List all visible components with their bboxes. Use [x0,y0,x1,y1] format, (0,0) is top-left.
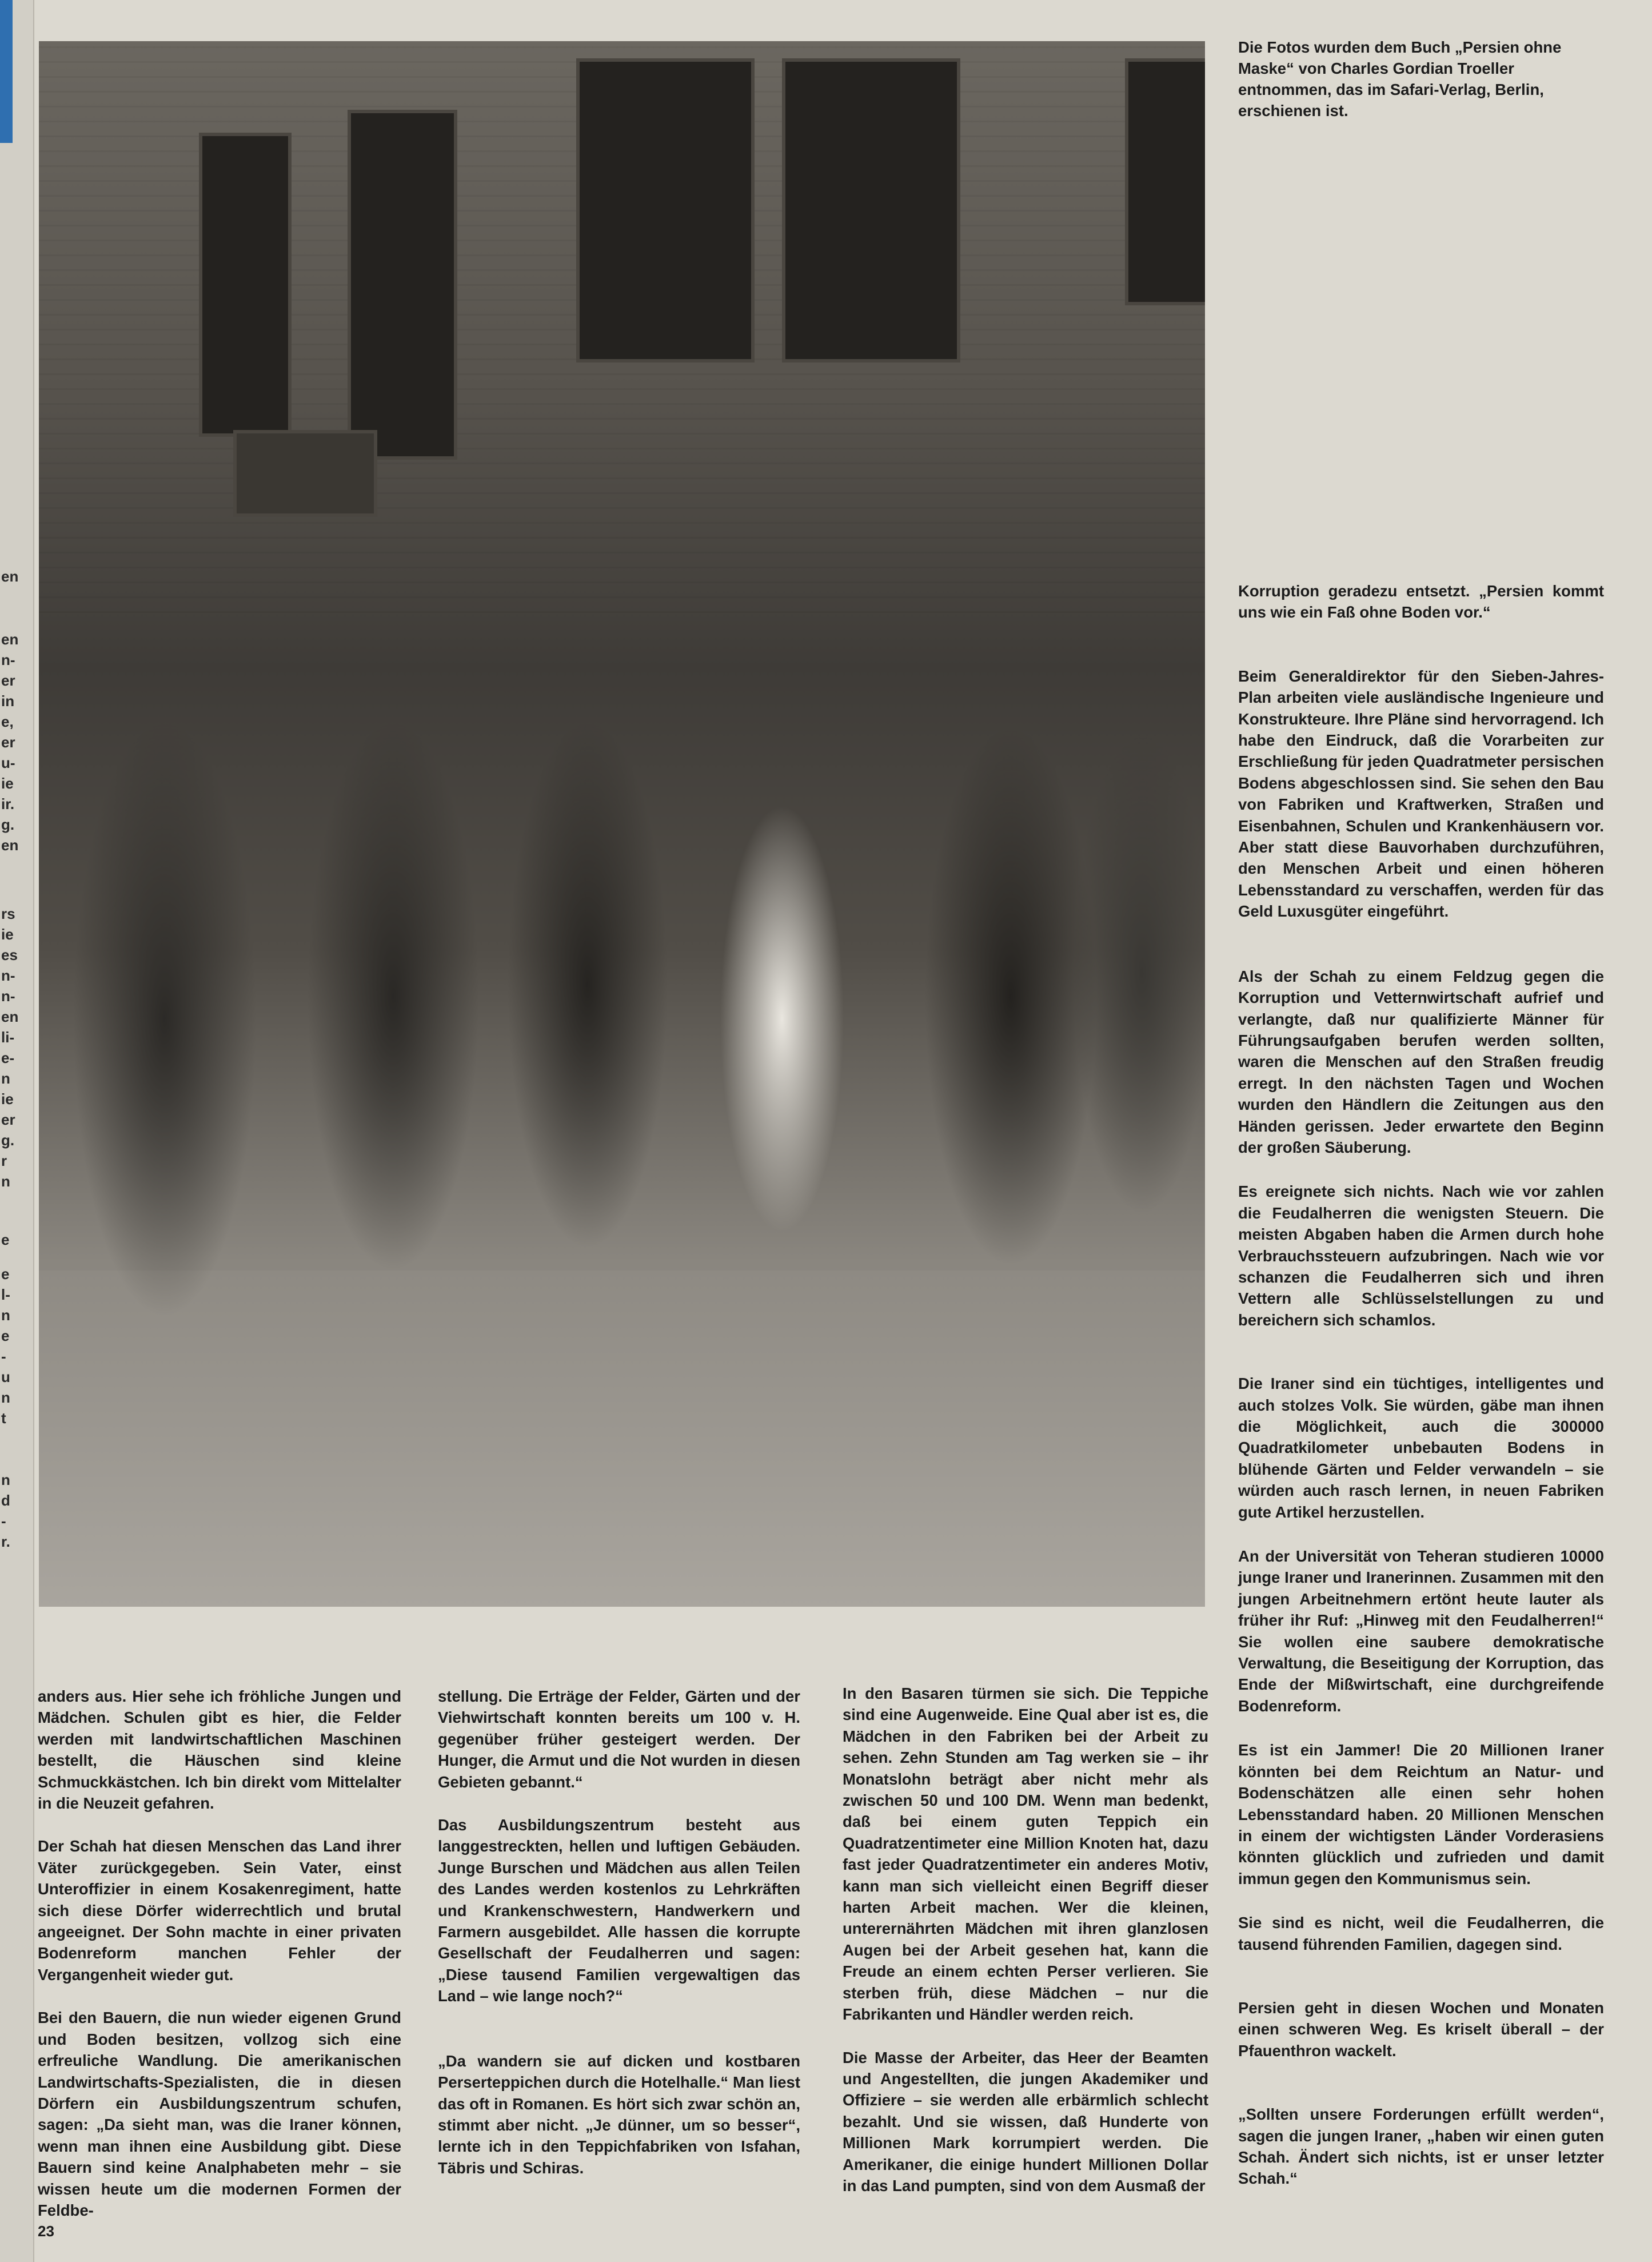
previous-page-edge [0,0,34,2262]
gutter-fragment: e, [1,713,14,730]
paragraph: Es ist ein Jammer! Die 20 Millionen Iraner könnten bei dem Reichtum an Natur- und Bodenschätzen alle einen sehr hohen Lebensstandard haben. 20 Millionen Menschen in einem der wichtigsten Länder Vorderasiens könnten glücklich und zufrieden und damit immun gegen den Kommunismus sein. [1238,1741,1604,1887]
paragraph: „Sollten unsere Forderungen erfüllt werden“, sagen die jungen Iraner, „haben wir einen guten Schah. Ändert sich nichts, ist er unser letzter Schah.“ [1238,2105,1604,2188]
street-scene-photo [39,41,1205,1607]
gutter-fragment: en [1,1008,19,1025]
gutter-fragment: - [1,1348,6,1365]
paragraph: stellung. Die Erträge der Felder, Gärten und der Viehwirtschaft konnten bereits um 100 v. H. gegenüber früher gesteigert werden. Der Hunger, die Armut und die Not wurden in diesen Gebieten gebannt.“ [438,1687,800,1791]
paragraph: Beim Generaldirektor für den Sieben-Jahres-Plan arbeiten viele ausländische Ingenieure und Konstrukteure. Ihre Pläne sind hervorragend. Ich habe den Eindruck, daß die Vorarbeiten zur Erschließung für jeden Quadratmeter persischen Bodens abgeschlossen sind. Sie sehen den Bau von Fabriken und Kraftwerken, Straßen und Eisenbahnen, Schulen und Krankenhäusern vor. Aber statt diese Bauvorhaben durchzuführen, den Menschen Arbeit und einen höheren Lebensstandard zu verschaffen, werden für das Geld Luxusgüter eingeführt. [1238,667,1604,921]
paragraph: Korruption geradezu entsetzt. „Persien kommt uns wie ein Faß ohne Boden vor.“ [1238,582,1604,622]
gutter-fragment: g. [1,816,15,833]
gutter-fragment: en [1,837,19,854]
gutter-fragment: er [1,672,15,689]
gutter-fragment: er [1,1111,15,1128]
gutter-fragment: e [1,1265,10,1283]
gutter-fragment: r. [1,1533,10,1550]
gutter-fragment: u- [1,754,15,771]
gutter-fragment: en [1,568,19,585]
paragraph: Bei den Bauern, die nun wieder eigenen Grund und Boden besitzen, vollzog sich eine erfreuliche Wandlung. Die amerikanischen Landwirtschafts-Spezialisten, die in diesen Dörfern ein Ausbildungszentrum schufen, sagen: „Da sieht man, was die Iraner können, wenn man ihnen eine Ausbildung gibt. Diese Bauern sind keine Analphabeten mehr – sie wissen heute um die modernen Formen der Feldbe- [38,2009,401,2219]
gutter-fragment: li- [1,1029,15,1046]
gutter-fragment: en [1,631,19,648]
gutter-fragment: er [1,734,15,751]
building-window [348,110,457,460]
photo-credit-text: Die Fotos wurden dem Buch „Persien ohne Maske“ von Charles Gordian Troeller entnommen, das im Safari-Verlag, Berlin, erschienen ist. [1238,38,1562,120]
building-window [782,58,960,363]
gutter-fragment: d [1,1492,10,1509]
gutter-fragment: g. [1,1132,15,1149]
paragraph: Das Ausbildungszentrum besteht aus langgestreckten, hellen und luftigen Gebäuden. Junge Burschen und Mädchen aus allen Teilen des Landes werden kostenlos zu Lehrkräften und Krankenschwestern, Handwerkern und Farmern ausgebildet. Alle hassen die korrupte Gesellschaft der Feudalherren und sagen: „Diese tausend Familien vergewaltigen das Land – wie lange noch?“ [438,1816,800,2005]
crowd-of-men [39,699,1205,1328]
gutter-fragment: ir. [1,795,15,813]
text-column-2 [438,1686,800,2179]
building-window [576,58,755,363]
gutter-fragment: e [1,1327,10,1344]
page-number: 23 [38,2223,54,2240]
text-column-4 [1238,580,1604,2189]
gutter-fragment: n- [1,987,15,1005]
gutter-fragment: l- [1,1286,10,1303]
paragraph: Die Masse der Arbeiter, das Heer der Beamten und Angestellten, die jungen Akademiker und Offiziere – sie werden alle erbärmlich schlecht bezahlt. Und sie wissen, daß Hunderte von Millionen Mark korrumpiert werden. Die Amerikaner, die einige hundert Millionen Dollar in das Land pumpten, sind von dem Ausmaß der [843,2048,1208,2195]
gutter-fragment: es [1,946,18,963]
gutter-fragment: ie [1,1090,14,1108]
gutter-fragment: n- [1,651,15,668]
gutter-fragment: n [1,1307,10,1324]
gutter-fragment: u [1,1368,10,1385]
paragraph: Es ereignete sich nichts. Nach wie vor zahlen die Feudalherren die wenigsten Steuern. Die meisten Abgaben haben die Armen durch hohe Verbrauchssteuern aufzubringen. Nach wie vor schanzen die Feudalherren sich und ihren Vettern alle Schlüsselstellungen zu und bereichern sich schamlos. [1238,1182,1604,1329]
building-window [1125,58,1205,305]
paragraph: anders aus. Hier sehe ich fröhliche Jungen und Mädchen. Schulen gibt es hier, die Felder werden mit landwirtschaftlichen Maschinen bestellt, die Häuschen sind kleine Schmuckkästchen. Ich bin direkt vom Mittelalter in die Neuzeit gefahren. [38,1687,401,1813]
gutter-fragment: - [1,1512,6,1530]
gutter-fragment: t [1,1409,6,1427]
text-column-1 [38,1686,401,2221]
paragraph: Sie sind es nicht, weil die Feudalherren, die tausend führenden Familien, dagegen sind. [1238,1914,1604,1953]
text-column-3 [843,1683,1208,2196]
previous-page-blue-bar [0,0,13,143]
gutter-fragment: n [1,1173,10,1190]
paragraph: Persien geht in diesen Wochen und Monaten einen schweren Weg. Es kriselt überall – der Pfauenthron wackelt. [1238,1998,1604,2060]
gutter-fragment: r [1,1152,7,1169]
gutter-fragment: e [1,1231,10,1248]
gutter-fragment: n [1,1070,10,1087]
shop-sign [233,430,377,517]
gutter-fragment: n [1,1389,10,1406]
gutter-fragment: e- [1,1049,15,1066]
paragraph: Die Iraner sind ein tüchtiges, intelligentes und auch stolzes Volk. Sie würden, gäbe man ihnen die Möglichkeit, auch die 300000 Quadratkilometer unbebauten Bodens in blühende Gärten und Felder verwandeln – sie würden auch rasch lernen, in neuen Fabriken gute Artikel herzustellen. [1238,1375,1604,1521]
gutter-fragment: n [1,1471,10,1488]
gutter-fragment: ie [1,775,14,792]
paragraph: In den Basaren türmen sie sich. Die Teppiche sind eine Augenweide. Eine Qual aber ist es, die Mädchen in den Fabriken bei der Arbeit zu sehen. Zehn Stunden am Tag werken sie – ihr Monatslohn beträgt aber nicht mehr als zwischen 50 und 100 DM. Wenn man bedenkt, daß bei einem guten Teppich ein Quadratzentimeter eine Million Knoten hat, dazu fast jeder Quadratzentimeter ein anderes Motiv, kann man sich vielleicht einen Begriff dieser harten Arbeit machen. Wer die kleinen, unterernährten Mädchen mit ihren glanzlosen Augen bei der Arbeit gesehen hat, kann die Freude an einem echten Perser verlieren. Sie sterben früh, diese Mädchen – nur die Fabrikanten und Händler werden reich. [843,1684,1208,2024]
paragraph: Als der Schah zu einem Feldzug gegen die Korruption und Vetternwirtschaft aufrief und verlangte, daß nur qualifizierte Männer für Führungsaufgaben berufen werden sollten, waren die Menschen auf den Straßen freudig erregt. In den nächsten Tagen und Wochen wurden den Händlern die Zeitungen aus den Händen gerissen. Jeder erwartete den Beginn der großen Säuberung. [1238,967,1604,1156]
gutter-fragment: ie [1,926,14,943]
gutter-fragment: n- [1,967,15,984]
paragraph: An der Universität von Teheran studieren 10000 junge Iraner und Iranerinnen. Zusammen mit den jungen Arbeitnehmern ertönt heute lauter als früher ihr Ruf: „Hinweg mit den Feudalherren!“ Sie wollen eine saubere demokratische Verwaltung, die Beseitigung der Korruption, das Ende der Mißwirtschaft, eine durchgreifende Bodenreform. [1238,1547,1604,1715]
photo-credit [1238,37,1604,121]
gutter-fragment: in [1,692,15,710]
paragraph: Der Schah hat diesen Menschen das Land ihrer Väter zurückgegeben. Sein Vater, einst Unteroffizier in einem Kosakenregiment, hatte sich diese Dörfer widerrechtlich und brutal angeeignet. Der Sohn machte in einer privaten Bodenreform manchen Fehler der Vergangenheit wieder gut. [38,1837,401,1984]
paragraph: „Da wandern sie auf dicken und kostbaren Perserteppichen durch die Hotelhalle.“ Man liest das oft in Romanen. Es hört sich zwar schön an, stimmt aber nicht. „Je dünner, um so besser“, lernte ich in den Teppichfabriken von Isfahan, Täbris und Schiras. [438,2052,800,2177]
building-window [199,133,292,437]
gutter-fragment: rs [1,905,15,922]
